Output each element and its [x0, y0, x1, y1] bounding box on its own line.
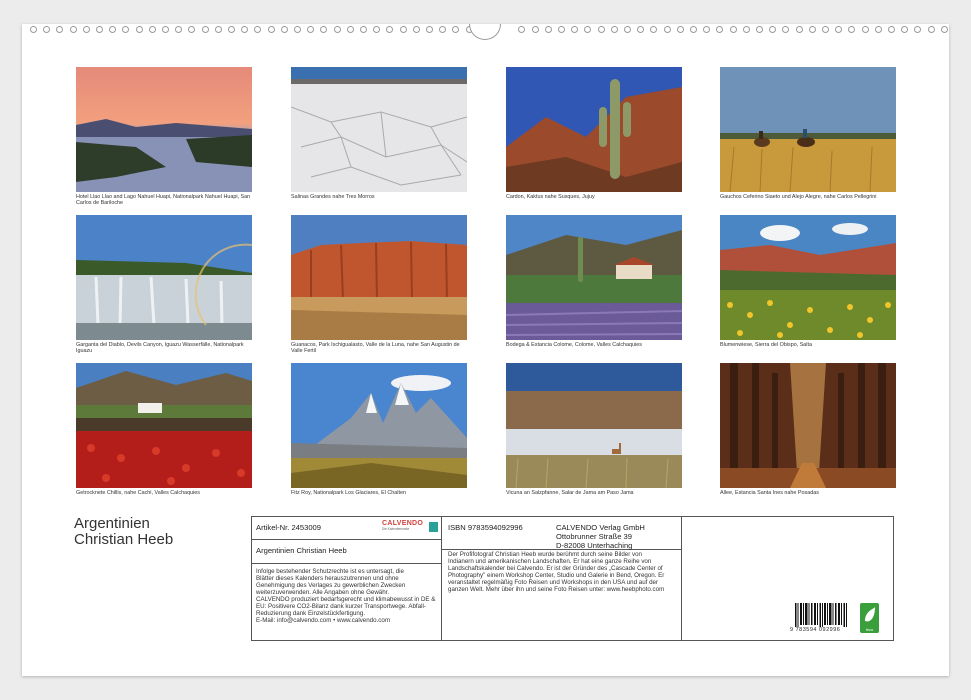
photo-caption: Hotel Llao Llao and Lago Nahuel Huapi, Nationalpark Nahuel Huapi, San Carlos de Bariloche [76, 194, 251, 207]
photo-caption: Bodega & Estancia Colome, Colome, Valles Calchaquies [506, 342, 642, 348]
binding-ring [532, 26, 539, 33]
binding-ring [664, 26, 671, 33]
binding-ring [875, 26, 882, 33]
divider [252, 563, 441, 564]
binding-ring [598, 26, 605, 33]
binding-ring [268, 26, 275, 33]
article-number: Artikel-Nr. 2453009 [256, 523, 322, 532]
binding-ring [228, 26, 235, 33]
photo-tree-avenue [720, 363, 896, 488]
divider [441, 517, 442, 640]
binding-ring [650, 26, 657, 33]
photo-caption: Vicuna an Salzpfanne, Salar de Jama am Paso Jama [506, 490, 634, 496]
binding-ring [96, 26, 103, 33]
binding-ring [637, 26, 644, 33]
binding-ring [611, 26, 618, 33]
binding-ring [518, 26, 525, 33]
title-line-2: Christian Heeb [74, 531, 174, 548]
binding-ring [558, 26, 565, 33]
binding-ring [835, 26, 842, 33]
isbn: ISBN 9783594092996 [448, 523, 523, 532]
binding-ring [188, 26, 195, 33]
binding-ring [149, 26, 156, 33]
photo-vicuna [506, 363, 682, 488]
binding-ring [584, 26, 591, 33]
binding-ring [56, 26, 63, 33]
calendar-title [74, 516, 173, 548]
photo-caption: Allee, Estancia Santa Ines nahe Posadas [720, 490, 819, 496]
binding-ring [109, 26, 116, 33]
photo-caption: Getrocknete Chillis, nahe Cachi, Valles Calchaquies [76, 490, 200, 496]
binding-ring [545, 26, 552, 33]
feco-logo-icon [860, 603, 879, 633]
binding-ring [796, 26, 803, 33]
binding-ring [730, 26, 737, 33]
photo-cactus [506, 67, 682, 192]
photo-red-cliffs [291, 215, 467, 340]
product-title: Argentinien Christian Heeb [256, 546, 347, 555]
photo-flower-meadow [720, 215, 896, 340]
binding-ring [571, 26, 578, 33]
binding-ring [901, 26, 908, 33]
calvendo-logo [382, 520, 438, 536]
binding-ring [703, 26, 710, 33]
barcode-number: 9 783594 092996 [790, 627, 841, 633]
binding-ring [809, 26, 816, 33]
binding-ring [848, 26, 855, 33]
photo-caption: Cardon, Kaktus nahe Susques, Jujuy [506, 194, 595, 200]
binding-ring [30, 26, 37, 33]
binding-ring [347, 26, 354, 33]
binding-ring [941, 26, 948, 33]
binding-ring [426, 26, 433, 33]
binding-ring [386, 26, 393, 33]
feco-label: feco [865, 627, 874, 632]
binding-ring [769, 26, 776, 33]
binding-ring [241, 26, 248, 33]
photo-lavender-field [506, 215, 682, 340]
binding-ring [888, 26, 895, 33]
photo-caption: Gauchos Ceferino Siaeto und Alejo Alegre, nahe Carlos Pellegrini [720, 194, 877, 200]
binding-ring [413, 26, 420, 33]
binding-ring [439, 26, 446, 33]
binding-ring [822, 26, 829, 33]
binding-ring [334, 26, 341, 33]
binding-ring [122, 26, 129, 33]
binding-ring [928, 26, 935, 33]
binding-ring [756, 26, 763, 33]
divider [681, 517, 682, 640]
photo-caption: Fitz Roy, Nationalpark Los Glaciares, El Chalten [291, 490, 406, 496]
photo-gauchos [720, 67, 896, 192]
binding-ring [43, 26, 50, 33]
legal-text: Infolge bestehender Schutzrechte ist es untersagt, die Blätter dieses Kalenders herauszutrennen und ohne Genehmigung des Verlages zu gewerblichen Zwecken weiterzuverwenden. Alle Angaben ohne Gewähr. CALVENDO produziert bedarfsgerecht und klimabewusst in DE & EU: Positivere CO2-Bilanz dank kurzer Transportwege. Abfall- Reduzierung dank Einzelstückfertigung. E-Mail: info@calvendo.com • www.calvendo.com [256, 568, 436, 624]
binding-ring [716, 26, 723, 33]
logo-mark-icon [429, 522, 438, 532]
binding-ring [175, 26, 182, 33]
binding-ring [743, 26, 750, 33]
binding-ring [294, 26, 301, 33]
binding-ring [862, 26, 869, 33]
publisher-address: CALVENDO Verlag GmbH Ottobrunner Straße 39 D-82008 Unterhaching [556, 523, 645, 550]
logo-subtitle: Die Kalendermarke [382, 527, 410, 531]
binding-ring [373, 26, 380, 33]
binding-ring [914, 26, 921, 33]
binding-ring [452, 26, 459, 33]
photo-salt-flat [291, 67, 467, 192]
photo-caption: Garganta del Diablo, Devils Canyon, Iguazu Wasserfälle, Nationalpark Iguazu [76, 342, 244, 355]
binding-ring [690, 26, 697, 33]
binding-ring [254, 26, 261, 33]
photo-red-chillis [76, 363, 252, 488]
binding-ring [281, 26, 288, 33]
binding-ring [677, 26, 684, 33]
binding-ring [400, 26, 407, 33]
photo-lake-sunset [76, 67, 252, 192]
photo-mountain-peaks [291, 363, 467, 488]
photo-waterfall [76, 215, 252, 340]
binding-ring [782, 26, 789, 33]
binding-ring [83, 26, 90, 33]
binding-ring [360, 26, 367, 33]
photo-caption: Blumenwiese, Sierra del Obispo, Salta [720, 342, 812, 348]
binding-ring [136, 26, 143, 33]
binding-ring [320, 26, 327, 33]
photo-caption: Salinas Grandes nahe Tres Morros [291, 194, 375, 200]
binding-ring [624, 26, 631, 33]
photo-caption: Guanacos, Park Ischigualasto, Valle de la Luna, nahe San Augustin de Valle Fertil [291, 342, 460, 355]
binding-ring [202, 26, 209, 33]
barcode-icon [795, 603, 847, 627]
divider [252, 539, 441, 540]
photographer-bio: Der Profifotograf Christian Heeb wurde berühmt durch seine Bilder von Indianern und amerikanischen Landschaften. Er hat eine ganze Reihe von Landschaftskalender bei Calvendo. Er ist der Gründer des „Cascade Center of Photography" einem Workshop Center, Studio und Galerie in Bend, Oregon. Er veranstaltet regelmäßig Foto Reisen und Workshops in den USA und auf der ganzen Welt. Mehr über ihn und seine Foto Reisen unter: www.heebphoto.com [448, 551, 665, 593]
title-line-1: Argentinien [74, 515, 150, 532]
binding-ring [162, 26, 169, 33]
logo-text: CALVENDO [382, 520, 424, 527]
binding-ring [307, 26, 314, 33]
binding-ring [70, 26, 77, 33]
binding-ring [215, 26, 222, 33]
